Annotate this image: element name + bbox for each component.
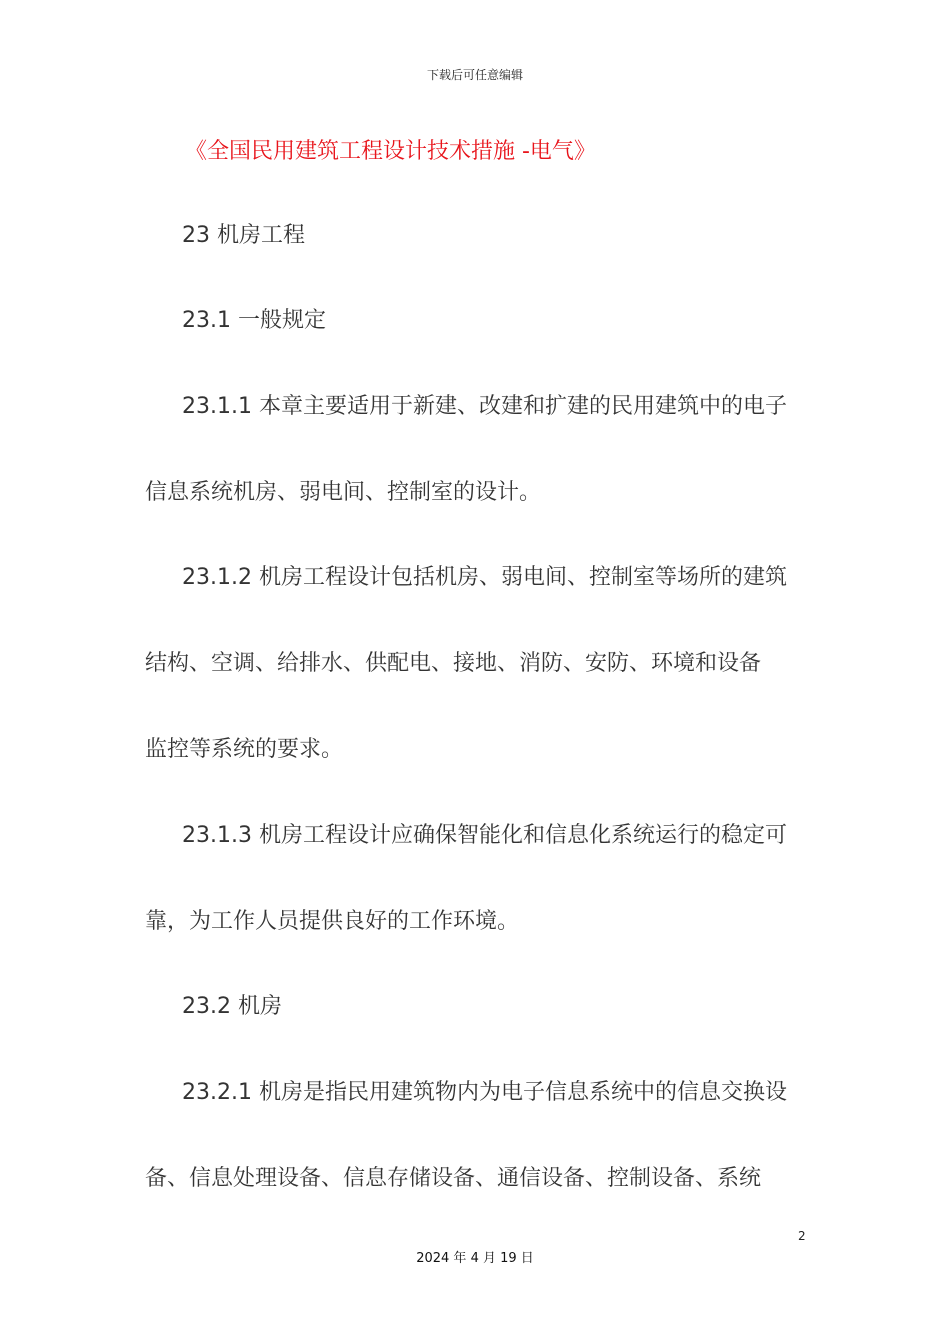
page-number: 2: [798, 1229, 806, 1243]
paragraph-line: 靠，为工作人员提供良好的工作环境。: [145, 909, 520, 934]
footer-date: 2024 年 4 月 19 日: [416, 1251, 534, 1266]
document-title: 《全国民用建筑工程设计技术措施 -电气》: [185, 139, 596, 164]
paragraph-line: 监控等系统的要求。: [145, 737, 344, 762]
paragraph-line: 结构、空调、给排水、供配电、接地、消防、安防、环境和设备: [145, 651, 762, 676]
section-heading-23-1: 23.1 一般规定: [182, 308, 326, 333]
paragraph-line: 信息系统机房、弱电间、控制室的设计。: [145, 480, 542, 505]
paragraph-line: 备、信息处理设备、信息存储设备、通信设备、控制设备、系统: [145, 1166, 762, 1191]
paragraph-line: 23.1.2 机房工程设计包括机房、弱电间、控制室等场所的建筑: [182, 565, 787, 590]
paragraph-line: 23.1.1 本章主要适用于新建、改建和扩建的民用建筑中的电子: [182, 394, 787, 419]
paragraph-line: 23.2.1 机房是指民用建筑物内为电子信息系统中的信息交换设: [182, 1080, 787, 1105]
page-header-note: 下载后可任意编辑: [426, 68, 523, 82]
paragraph-line: 23.1.3 机房工程设计应确保智能化和信息化系统运行的稳定可: [182, 823, 787, 848]
section-heading-23-2: 23.2 机房: [182, 994, 282, 1019]
section-heading-23: 23 机房工程: [182, 223, 305, 248]
